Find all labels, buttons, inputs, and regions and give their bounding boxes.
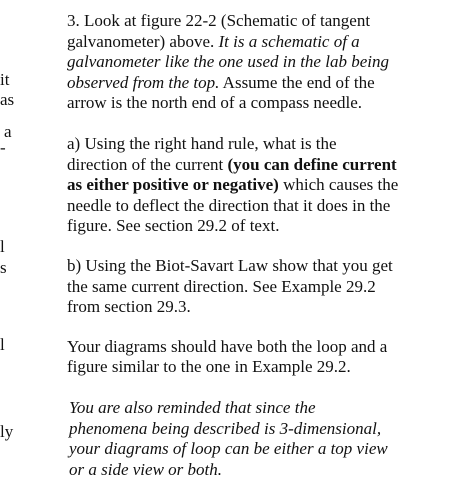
margin-fragment: s — [0, 258, 7, 277]
text-run: your diagrams of loop can be either a top view — [69, 439, 388, 459]
text-line — [67, 277, 472, 298]
text-run: (you can define current — [227, 154, 397, 174]
text-line — [69, 419, 472, 440]
text-line — [67, 196, 472, 217]
text-run: b) Using the Biot-Savart Law show that you get — [67, 255, 393, 275]
text-line — [67, 134, 472, 155]
text-line — [69, 460, 472, 480]
margin-fragment: ly — [0, 422, 14, 441]
margin-fragment: it — [0, 70, 10, 89]
text-line — [67, 32, 472, 53]
text-run: Your diagrams should have both the loop and a — [67, 336, 388, 356]
text-line — [67, 93, 472, 114]
text-run: figure similar to the one in Example 29.2. — [67, 357, 351, 377]
part-b-text — [67, 256, 472, 318]
margin-fragment: l — [0, 237, 5, 256]
text-run: You are also reminded that since the — [69, 397, 316, 417]
margin-fragment: as — [0, 90, 15, 109]
text-line — [67, 297, 472, 318]
text-run: as either positive or negative) — [67, 175, 279, 195]
text-run: galvanometer like the one used in the lab being — [67, 52, 389, 72]
text-run: from section 29.3. — [67, 297, 191, 317]
text-line — [67, 337, 472, 358]
question-3-text — [67, 11, 472, 114]
reminder-text — [67, 398, 472, 480]
margin-fragment: a — [4, 122, 12, 141]
text-run: It is a schematic of a — [218, 31, 360, 51]
text-run: needle to deflect the direction that it does in the — [67, 195, 391, 215]
text-line — [67, 175, 472, 196]
text-run: figure. See section 29.2 of text. — [67, 216, 280, 236]
text-run: or a side view or both. — [69, 459, 222, 479]
text-run: 3. Look at figure 22-2 (Schematic of tangent — [67, 11, 371, 30]
text-line — [67, 256, 472, 277]
text-run: phenomena being described is 3-dimensional, — [69, 418, 382, 438]
text-line — [67, 11, 472, 32]
text-run: a) Using the right hand rule, what is the — [67, 133, 337, 153]
text-run: which causes the — [278, 175, 399, 195]
text-run: the same current direction. See Example 29.2 — [67, 276, 376, 296]
diagrams-note-text — [67, 337, 472, 378]
text-run: Assume the end of the — [219, 72, 375, 92]
text-line — [67, 73, 472, 94]
part-a-text — [67, 134, 472, 237]
text-run: direction of the current — [67, 154, 228, 174]
margin-fragment: l — [0, 335, 5, 354]
text-line — [67, 357, 472, 378]
text-run: observed from the top. — [67, 72, 220, 92]
text-line — [69, 398, 472, 419]
text-run: arrow is the north end of a compass needle. — [67, 93, 363, 113]
margin-fragment: - — [0, 138, 6, 157]
text-line — [67, 216, 472, 237]
text-line — [67, 155, 472, 176]
text-line — [67, 52, 472, 73]
text-run: galvanometer) above. — [67, 31, 219, 51]
text-line — [69, 439, 472, 460]
question-content — [67, 11, 472, 480]
